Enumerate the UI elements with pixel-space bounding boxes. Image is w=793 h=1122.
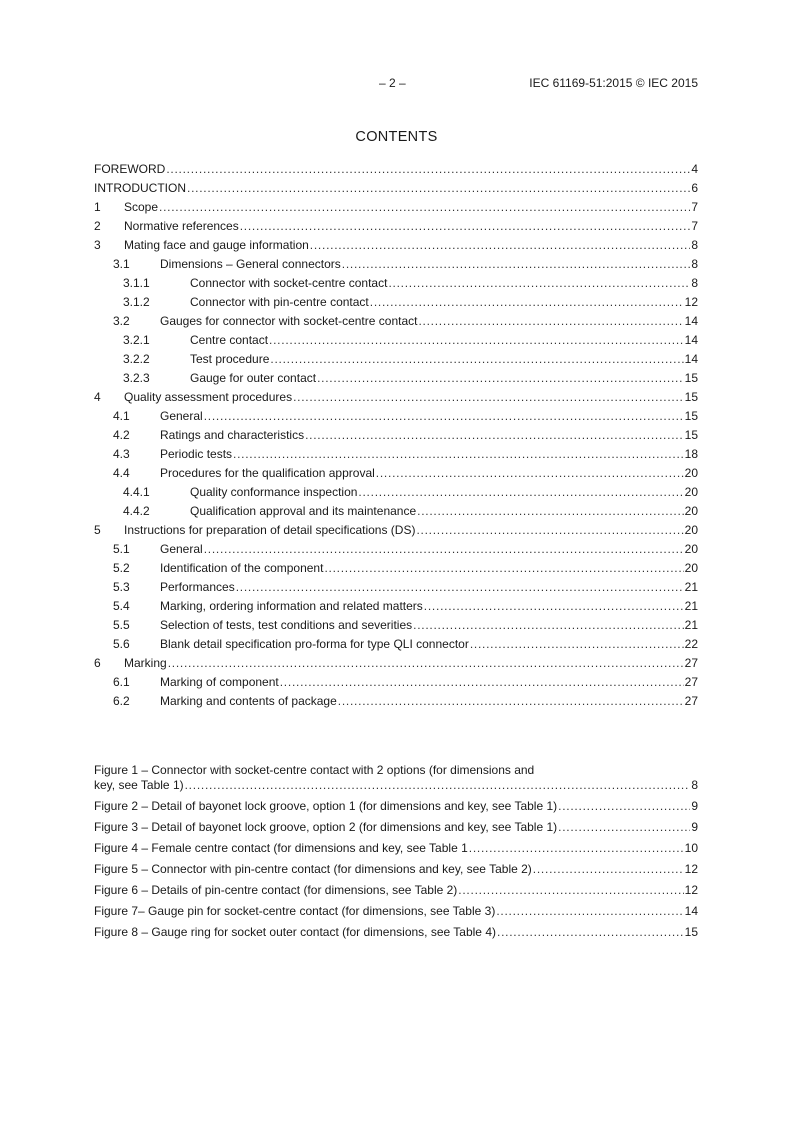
figure-entry-page: 9	[691, 799, 698, 813]
toc-entry[interactable]	[94, 293, 698, 312]
toc-entry-page: 15	[684, 409, 698, 423]
toc-entry[interactable]	[94, 673, 698, 692]
toc-entry-number: 4.3	[113, 447, 130, 461]
dot-leader	[370, 293, 684, 312]
page-number: – 2 –	[379, 76, 406, 90]
toc-entry-number: 4.2	[113, 428, 130, 442]
dot-leader	[497, 925, 684, 940]
toc-entry[interactable]	[94, 559, 698, 578]
toc-entry-title: Blank detail specification pro-forma for type QLI connector	[160, 637, 469, 651]
dot-leader	[236, 578, 684, 597]
toc-entry[interactable]	[94, 331, 698, 350]
toc-entry-number: 3.1.2	[123, 295, 150, 309]
toc-entry-title: Marking, ordering information and related matters	[160, 599, 423, 613]
toc-entry-title: Performances	[160, 580, 235, 594]
figure-entry-line	[94, 778, 698, 793]
dot-leader	[293, 388, 684, 407]
toc-entry-number: 6.1	[113, 675, 130, 689]
dot-leader	[470, 635, 684, 654]
page-title: CONTENTS	[355, 129, 438, 145]
dot-leader	[310, 236, 691, 255]
toc-entry[interactable]	[94, 369, 698, 388]
toc-entry-number: 4.1	[113, 409, 130, 423]
figure-entry-line	[94, 904, 698, 919]
dot-leader	[233, 445, 684, 464]
toc-entry-title: Normative references	[124, 219, 239, 233]
toc-entry[interactable]	[94, 388, 698, 407]
figure-entry-title: Figure 2 – Detail of bayonet lock groove, option 1 (for dimensions and key, see Table 1)	[94, 799, 558, 813]
toc-entry[interactable]	[94, 350, 698, 369]
figure-entry-line	[94, 820, 698, 835]
toc-entry-number: 5.1	[113, 542, 130, 556]
toc-entry-page: 20	[684, 466, 698, 480]
toc-entry-title: Connector with pin-centre contact	[190, 295, 369, 309]
toc-entry[interactable]	[94, 616, 698, 635]
dot-leader	[324, 559, 683, 578]
toc-entry-title: Instructions for preparation of detail specifications (DS)	[124, 523, 416, 537]
figure-entry-title: Figure 5 – Connector with pin-centre contact (for dimensions and key, see Table 2)	[94, 862, 532, 876]
dot-leader	[496, 904, 683, 919]
figure-entry[interactable]	[94, 925, 698, 940]
toc-entry-number: 5.3	[113, 580, 130, 594]
toc-entry-number: 1	[94, 200, 101, 214]
toc-entry-title: General	[160, 409, 203, 423]
dot-leader	[558, 820, 690, 835]
toc-entry-page: 6	[691, 181, 698, 195]
toc-entry-title: Qualification approval and its maintenance	[190, 504, 417, 518]
toc-entry-title: Selection of tests, test conditions and severities	[160, 618, 413, 632]
standard-reference: IEC 61169-51:2015 © IEC 2015	[529, 76, 698, 90]
dot-leader	[469, 841, 684, 856]
dot-leader	[416, 521, 683, 540]
toc-entry-number: 4.4.1	[123, 485, 150, 499]
dot-leader	[342, 255, 691, 274]
figure-entry-title: Figure 4 – Female centre contact (for dimensions and key, see Table 1	[94, 841, 468, 855]
figure-entry-page: 12	[684, 883, 698, 897]
figure-entry[interactable]	[94, 841, 698, 856]
figure-entry[interactable]	[94, 883, 698, 898]
toc-entry-number: 6	[94, 656, 101, 670]
toc-entry[interactable]	[94, 597, 698, 616]
dot-leader	[187, 179, 690, 198]
toc-entry-number: 3.2.2	[123, 352, 150, 366]
dot-leader	[317, 369, 684, 388]
toc-entry-number: 5.2	[113, 561, 130, 575]
figure-entry[interactable]	[94, 763, 698, 793]
toc-entry-number: 6.2	[113, 694, 130, 708]
dot-leader	[418, 312, 683, 331]
toc-entry-title: Dimensions – General connectors	[160, 257, 341, 271]
toc-entry-title: Gauges for connector with socket-centre contact	[160, 314, 418, 328]
figure-entry-title-line: Figure 1 – Connector with socket-centre contact with 2 options (for dimensions and	[94, 763, 535, 777]
toc-entry-page: 7	[691, 200, 698, 214]
dot-leader	[270, 350, 683, 369]
toc-entry[interactable]	[94, 540, 698, 559]
figure-entry-line	[94, 883, 698, 898]
toc-entry-page: 15	[684, 428, 698, 442]
toc-entry[interactable]	[94, 179, 698, 198]
dot-leader	[338, 692, 684, 711]
dot-leader	[458, 883, 683, 898]
toc-entry-number: 3	[94, 238, 101, 252]
dot-leader	[204, 540, 684, 559]
figure-entry-page: 10	[684, 841, 698, 855]
toc-entry-title: Marking and contents of package	[160, 694, 337, 708]
dot-leader	[533, 862, 684, 877]
dot-leader	[159, 198, 690, 217]
figure-entry-page: 15	[684, 925, 698, 939]
dot-leader	[185, 778, 691, 793]
toc-entry[interactable]	[94, 635, 698, 654]
toc-entry[interactable]	[94, 255, 698, 274]
dot-leader	[280, 673, 684, 692]
toc-entry-number: 5	[94, 523, 101, 537]
toc-entry-title: Periodic tests	[160, 447, 233, 461]
dot-leader	[417, 502, 684, 521]
figure-entry-title: Figure 7– Gauge pin for socket-centre contact (for dimensions, see Table 3)	[94, 904, 496, 918]
toc-entry-page: 15	[684, 390, 698, 404]
dot-leader	[413, 616, 684, 635]
toc-entry-number: 2	[94, 219, 101, 233]
toc-entry-number: 3.2.3	[123, 371, 150, 385]
figure-entry[interactable]	[94, 862, 698, 877]
toc-entry[interactable]	[94, 274, 698, 293]
dot-leader	[305, 426, 684, 445]
toc-entry[interactable]	[94, 426, 698, 445]
toc-entry[interactable]	[94, 312, 698, 331]
toc-entry-title: Connector with socket-centre contact	[190, 276, 388, 290]
dot-leader	[168, 654, 684, 673]
figure-entry-title: Figure 6 – Details of pin-centre contact (for dimensions, see Table 2)	[94, 883, 458, 897]
figure-entry-title: Figure 8 – Gauge ring for socket outer contact (for dimensions, see Table 4)	[94, 925, 496, 939]
figure-entry-line	[94, 862, 698, 877]
toc-entry-page: 21	[684, 599, 698, 613]
figure-entry-line	[94, 841, 698, 856]
dot-leader	[358, 483, 683, 502]
figure-entry-title: Figure 3 – Detail of bayonet lock groove, option 2 (for dimensions and key, see Table 1)	[94, 820, 558, 834]
toc-entry-number: 4.4	[113, 466, 130, 480]
toc-entry-page: 20	[684, 485, 698, 499]
toc-entry-title: Ratings and characteristics	[160, 428, 305, 442]
toc-entry-page: 27	[684, 675, 698, 689]
dot-leader	[269, 331, 684, 350]
toc-entry-title: Identification of the component	[160, 561, 324, 575]
toc-entry-title: FOREWORD	[94, 162, 166, 176]
figure-entry[interactable]	[94, 820, 698, 835]
toc-entry-title: INTRODUCTION	[94, 181, 186, 195]
toc-entry-page: 20	[684, 542, 698, 556]
toc-entry-page: 20	[684, 504, 698, 518]
toc-entry-title: Marking	[124, 656, 167, 670]
toc-entry-page: 8	[691, 238, 698, 252]
figure-entry-title: key, see Table 1)	[94, 778, 184, 792]
toc-entry[interactable]	[94, 692, 698, 711]
toc-entry-page: 21	[684, 580, 698, 594]
toc-entry-title: Scope	[124, 200, 159, 214]
toc-entry-page: 14	[684, 352, 698, 366]
toc-entry-page: 8	[691, 257, 698, 271]
figure-entry-page: 12	[684, 862, 698, 876]
toc-entry-number: 4	[94, 390, 101, 404]
toc-entry-number: 5.6	[113, 637, 130, 651]
toc-entry-number: 5.5	[113, 618, 130, 632]
toc-entry-number: 3.2.1	[123, 333, 150, 347]
toc-entry[interactable]	[94, 578, 698, 597]
toc-entry-page: 4	[691, 162, 698, 176]
toc-entry-page: 21	[684, 618, 698, 632]
toc-entry-number: 3.1	[113, 257, 130, 271]
toc-entry[interactable]	[94, 236, 698, 255]
toc-entry-page: 20	[684, 561, 698, 575]
dot-leader	[558, 799, 690, 814]
toc-entry-title: Procedures for the qualification approval	[160, 466, 375, 480]
toc-entry-title: Centre contact	[190, 333, 269, 347]
dot-leader	[204, 407, 684, 426]
toc-entry-title: Gauge for outer contact	[190, 371, 317, 385]
toc-entry-page: 27	[684, 694, 698, 708]
toc-entry[interactable]	[94, 483, 698, 502]
toc-entry-page: 7	[691, 219, 698, 233]
toc-entry[interactable]	[94, 445, 698, 464]
toc-entry[interactable]	[94, 198, 698, 217]
toc-entry-page: 15	[684, 371, 698, 385]
toc-entry-title: Mating face and gauge information	[124, 238, 309, 252]
toc-entry-number: 5.4	[113, 599, 130, 613]
toc-entry-page: 20	[684, 523, 698, 537]
toc-entry-number: 3.1.1	[123, 276, 150, 290]
toc-entry-page: 22	[684, 637, 698, 651]
figure-entry[interactable]	[94, 904, 698, 919]
toc-entry-title: Quality assessment procedures	[124, 390, 293, 404]
toc-entry-title: General	[160, 542, 203, 556]
dot-leader	[424, 597, 684, 616]
toc-entry[interactable]	[94, 160, 698, 179]
toc-entry[interactable]	[94, 502, 698, 521]
dot-leader	[388, 274, 690, 293]
figure-entry-page: 8	[691, 778, 698, 792]
toc-entry-page: 18	[684, 447, 698, 461]
toc-entry[interactable]	[94, 521, 698, 540]
figure-entry-line	[94, 925, 698, 940]
toc-entry-title: Quality conformance inspection	[190, 485, 358, 499]
dot-leader	[166, 160, 690, 179]
figure-entry-page: 9	[691, 820, 698, 834]
toc-entry-page: 8	[691, 276, 698, 290]
list-of-figures	[94, 763, 698, 946]
toc-entry-page: 27	[684, 656, 698, 670]
page-header	[0, 76, 793, 92]
toc-entry-number: 3.2	[113, 314, 130, 328]
dot-leader	[240, 217, 691, 236]
toc-entry-page: 12	[684, 295, 698, 309]
figure-entry-line	[94, 799, 698, 814]
toc-entry-title: Test procedure	[190, 352, 270, 366]
table-of-contents	[94, 160, 698, 711]
toc-entry[interactable]	[94, 654, 698, 673]
toc-entry[interactable]	[94, 217, 698, 236]
toc-entry-number: 4.4.2	[123, 504, 150, 518]
dot-leader	[376, 464, 684, 483]
figure-entry[interactable]	[94, 799, 698, 814]
toc-entry-title: Marking of component	[160, 675, 279, 689]
toc-entry-page: 14	[684, 333, 698, 347]
figure-entry-page: 14	[684, 904, 698, 918]
toc-entry-page: 14	[684, 314, 698, 328]
toc-entry[interactable]	[94, 407, 698, 426]
toc-entry[interactable]	[94, 464, 698, 483]
